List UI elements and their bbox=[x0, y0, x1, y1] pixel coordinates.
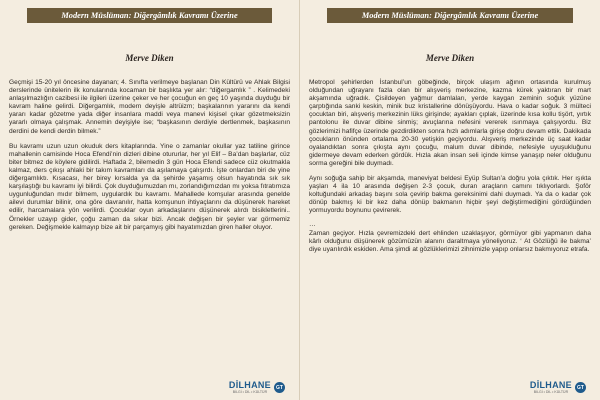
left-logo-mark-icon: GT bbox=[274, 382, 285, 393]
right-page-author: Merve Diken bbox=[425, 53, 475, 63]
left-page-author: Merve Diken bbox=[125, 53, 174, 63]
right-paragraph-1: Metropol şehirlerden İstanbul’un göbeğinde, birçok ulaşım ağının ortasında kurulmuş olduğundan uğrayanı fazla olan bir alışveriş merkezine, kazma kürek yaktıran bir mart akşamında uğradık. Çisildeyen yağmur damlaları, yerde kaygan zeminin soğuk yüzüne çarptığında sanki keskin, minik buz kristallerine dönüşüyordu. Hava o kadar soğuk. 3 mülteci çocuktan biri, alışveriş merkezinin lüks girişinde; ayakları çıplak, üzerinde kısa kollu tişört, yırtık pantolonu ile duvar dibine sinmiş; avuçlarına nefesini vererek ısınmaya çalışıyordu. Biz gözlerimizi hafifçe üzerinde gezdirdikten sonra hızlı adımlarla girişe doğru devam ettik. Dakikada çocukların önünden ortalama 20-30 yetişkin geçiyordu. Alışveriş merkezinde üç saat kadar oyalandıktan sonra çıkışta aynı çocuğu, malum duvar dibinde, nefesiyle uyuşukluğunu gidermeye devam ederken gördük. Hızla akan insan seli içinde kimse yanaşıp neler olduğunu sorma gereğini bile duymadı. bbox=[309, 79, 591, 167]
left-paragraph-1: Geçmişi 15-20 yıl öncesine dayanan; 4. Sınıfta verilmeye başlanan Din Kültürü ve Ahlak Bilgisi derslerinde ünitelerin ilk konularında kocaman bir başlıkta yer alır: “diğergamlık ” . Kelimedeki anlaşılmazlığın cazibesi ile ilgileri üzerine çeker ve her çocuğun en geç 10 yaşında duyduğu bir kavram haline gelirdi. Diğergamlık, modern deyişle altrüizm; başkalarının yararını da kendi yararı kadar gözetme yada diğer insanlara maddi veya manevi kişisel çıkar gözetmeksizin yararlı olmaya çalışmak. Annemin deyişiyle ise; “başkasının derdiyle dertlenmek, başkasının derdini de kendi derdin bilmek.” bbox=[9, 79, 290, 135]
right-page bbox=[300, 0, 600, 400]
right-separator: … bbox=[309, 220, 316, 228]
left-page-header: Modern Müslüman: Diğergâmlık Kavramı Üzerine bbox=[27, 8, 272, 23]
left-paragraph-2: Bu kavramı uzun uzun okuduk ders kitaplarında. Yine o zamanlar okullar yaz tatiline girince mahallenin camisinde Hoca Efendi’nin dizleri dibine otururlar, her yıl Elif – Ba’dan başlarlar, cüz biter bitmez de köylere gidilirdi. Haftada 2, bilemedin 3 gün Hoca Efendi sadece cüz okutmakla kalmaz, ders çıkışı ahlaki bir takım kavramları da aşılamaya çalışırdı. İşte onlardan biri de yine diğergamlıktı. Kısacası, her birey kırsalda ya da şehirde yaşamış olsun hayatında sık sık karşılaştığı bu kavramı iyi bilirdi. Çok duyduğumuzdan mı, zorlandığımızdan mı yoksa fıtratımıza uygunluğundan mıdır bilmem, uygulardık bu kavramı. Mahallede komşular arasında genelde ailevi durumlar bilinir, ona göre davranılır, hatta komşunun ihtiyaçlarını da düşünerek hareket edilir, harcamalara yön verilirdi. Çocuklar oyun arkadaşlarını düşünerek alırdı bisikletlerini.. Örnekler uzayıp gider, çoğu zaman da sıkar bizi. Ancak değişen bir şeyler var görmemiz gereken. Değişmekle kalmayıp bize ait bir parçamyış gibi hayatımızdan giren haller oluyor. bbox=[9, 142, 290, 231]
right-logo-subtitle: BİLGİ • DİL • KÜLTÜR bbox=[533, 390, 569, 394]
right-publisher-logo bbox=[530, 381, 586, 394]
right-logo-name: DİLHANE bbox=[529, 380, 572, 390]
right-paragraph-3: Zaman geçiyor. Hızla çevremizdeki dert ehlinden uzaklaşıyor, görmüyor gibi yapmanın daha kârlı olduğunu düşünerek gözümüzün alanını daraltmaya yöneliyoruz. ‘ At Gözlüğü ile bakma’ diye uyarılırdık eskiden. Ama şimdi at gözlüklerimizi zihnimizle yapıp onlarsız bakmıyoruz etrafa. bbox=[309, 229, 591, 253]
left-logo-name: DİLHANE bbox=[228, 380, 271, 390]
left-publisher-logo bbox=[229, 381, 285, 394]
right-paragraph-2: Aynı soğuğa sahip bir akşamda, maneviyat beldesi Eyüp Sultan’a doğru yola çıktık. Her ışıkta yaşları 4 ila 10 arasında değişen 2-3 çocuk, duran araçların camını tıklıyorlardı. Şoför koltuğundaki arkadaş başını sola çevirip bakma gereksinimi dahi duymadı. Ya da o kadar çok dönüp bakmış ki bir kez daha dönüp bakmanın hiçbir şeyi değiştirmediğini gördüğünden yormuyordu boynunu çevirerek. bbox=[309, 175, 591, 215]
right-page-header: Modern Müslüman: Diğergâmlık Kavramı Üzerine bbox=[327, 8, 573, 23]
left-logo-subtitle: BİLGİ • DİL • KÜLTÜR bbox=[232, 390, 268, 394]
right-logo-mark-icon: GT bbox=[575, 382, 586, 393]
